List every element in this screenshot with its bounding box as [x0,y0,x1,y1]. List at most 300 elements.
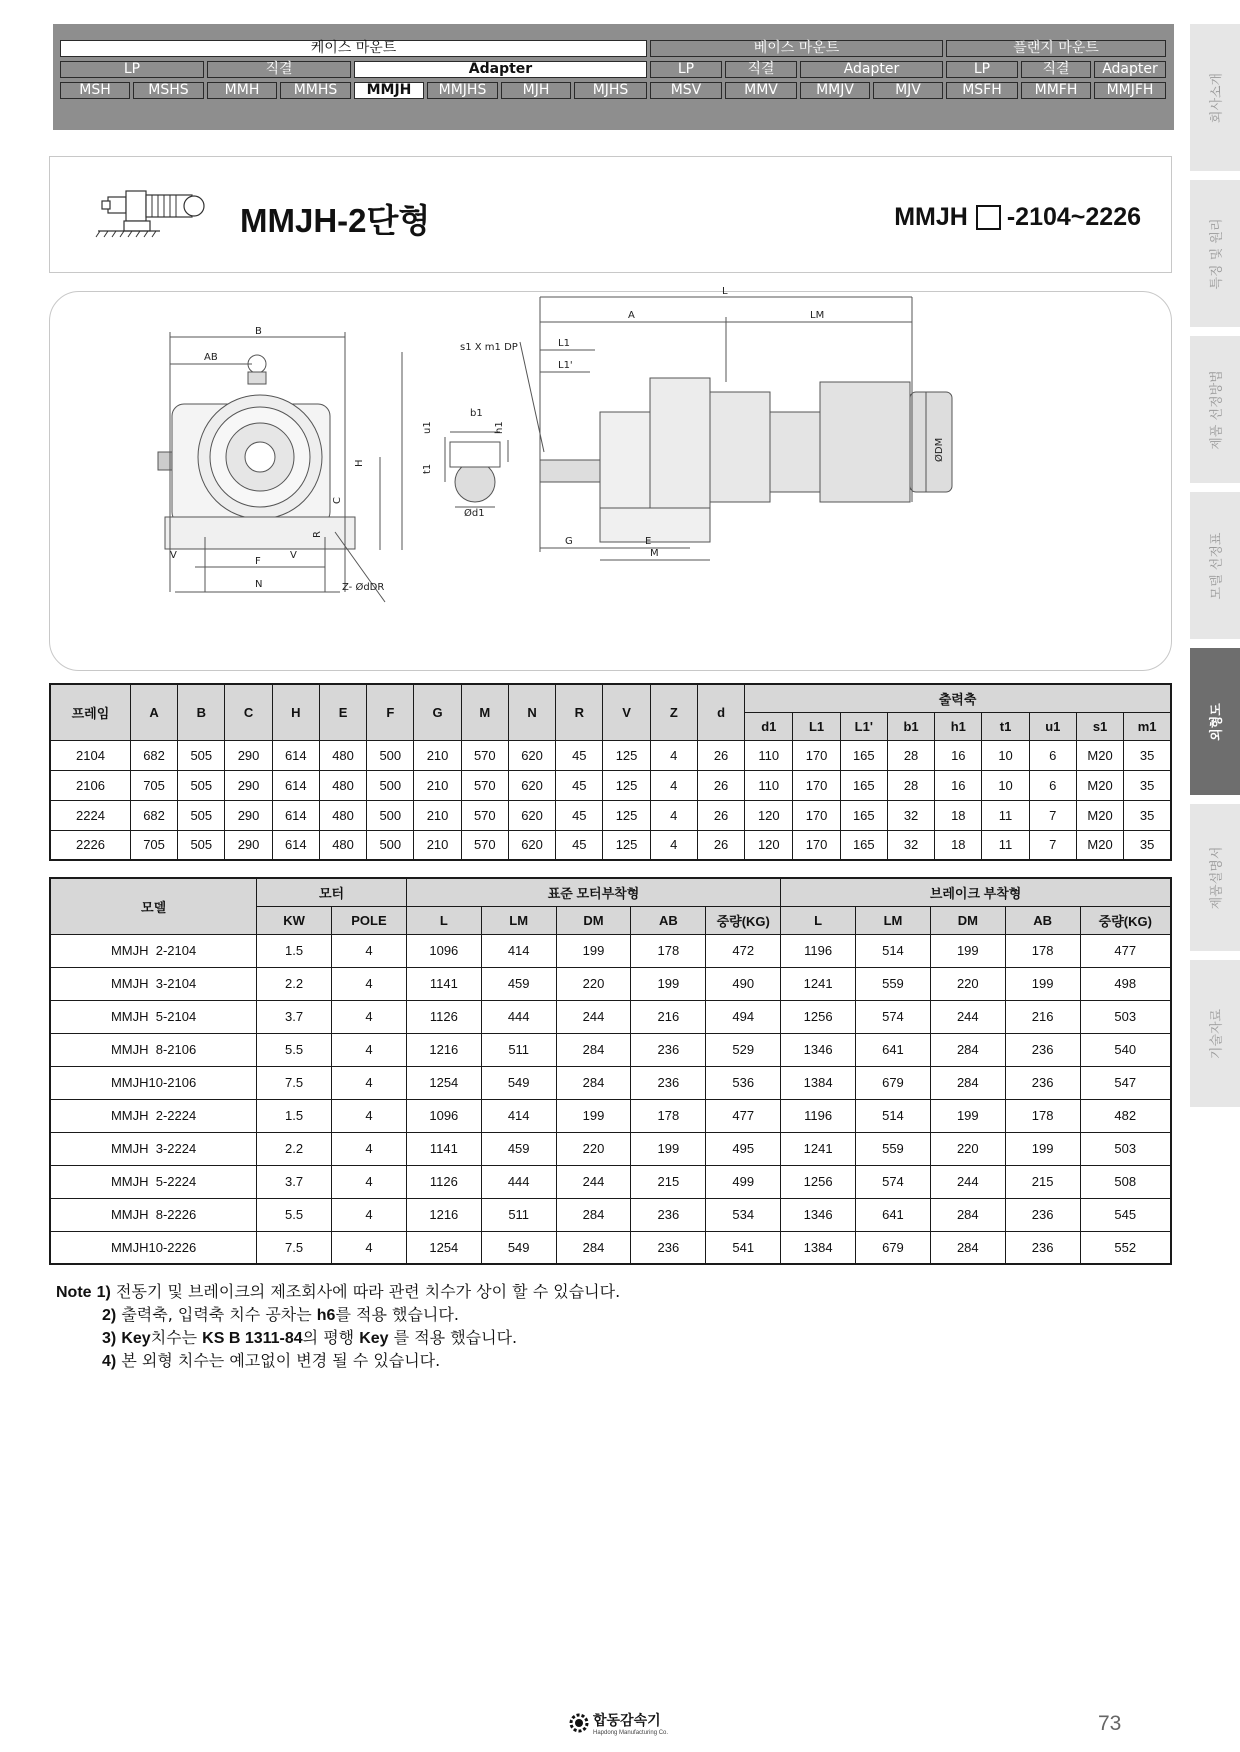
table-cell: 165 [840,800,887,830]
dim-label-a: A [628,310,635,321]
table-cell: 459 [481,1132,556,1165]
table-cell: 216 [1005,1000,1080,1033]
table-cell: 6 [1029,770,1076,800]
note-1: Note 1) 전동기 및 브레이크의 제조회사에 따라 관련 치수가 상이 할 수 있습니다. [56,1282,621,1301]
table-cell: 10 [982,740,1029,770]
table-cell: 549 [481,1231,556,1264]
table-cell: 220 [556,1132,631,1165]
table-cell: 4 [332,934,407,967]
table-cell: 1096 [406,934,481,967]
nav-model-mmv[interactable]: MMV [725,82,797,99]
header-model: 모델 [50,878,257,934]
table-cell: 1.5 [257,1099,332,1132]
table-cell: 1256 [781,1165,856,1198]
table-cell: 178 [1005,934,1080,967]
table-cell: 559 [856,967,931,1000]
table-cell: 26 [697,770,744,800]
table-cell: 35 [1124,770,1171,800]
table-cell: 199 [631,1132,706,1165]
table-cell: 7.5 [257,1231,332,1264]
dim-label-g: G [565,536,573,547]
table-cell: 549 [481,1066,556,1099]
nav-group-base-mount[interactable]: 베이스 마운트 [650,40,943,57]
nav-case-adapter[interactable]: Adapter [354,61,647,78]
dim-label-h: H [354,459,365,467]
table-cell: 165 [840,830,887,860]
table-cell: 7.5 [257,1066,332,1099]
header-h1: h1 [935,712,982,740]
side-tab-manual[interactable]: 제품설명서 [1190,804,1240,954]
table-cell: 1254 [406,1066,481,1099]
nav-model-mmhs[interactable]: MMHS [280,82,351,99]
dim-label-d1: Ød1 [464,508,485,519]
nav-case-direct[interactable]: 직결 [207,61,351,78]
nav-model-mmjv[interactable]: MMJV [800,82,870,99]
table-cell: 110 [745,740,793,770]
table-cell: MMJH 8-2226 [50,1198,257,1231]
table-cell: 620 [508,740,555,770]
motor-row [50,1231,1171,1264]
table-cell: 1141 [406,1132,481,1165]
table-cell: 215 [1005,1165,1080,1198]
table-cell: 7 [1029,830,1076,860]
table-cell: 536 [706,1066,781,1099]
motor-table-body [50,934,1171,1264]
table-cell: 236 [631,1066,706,1099]
table-cell: 2.2 [257,1132,332,1165]
company-logo: 합동감속기 Hapdong Manufacturing Co. [568,1710,668,1736]
table-cell: 32 [887,800,934,830]
table-cell: 1216 [406,1198,481,1231]
header-z: Z [650,684,697,740]
header-m: M [461,684,508,740]
dim-label-s1: s1 X m1 DP [460,342,518,353]
table-cell: 284 [930,1198,1005,1231]
table-cell: 11 [982,800,1029,830]
table-cell: 494 [706,1000,781,1033]
table-cell: 5.5 [257,1198,332,1231]
table-cell: 1216 [406,1033,481,1066]
table-cell: 210 [414,800,461,830]
table-cell: 120 [745,800,793,830]
header-brake-l: L [781,906,856,934]
table-cell: 290 [225,830,272,860]
table-cell: 414 [481,934,556,967]
dim-label-c: C [332,497,343,504]
dim-label-lm: LM [810,310,825,321]
table-cell: 1241 [781,1132,856,1165]
table-cell: 1384 [781,1231,856,1264]
table-cell: 26 [697,800,744,830]
table-cell: 4 [650,800,697,830]
table-cell: 220 [930,967,1005,1000]
header-s1: s1 [1076,712,1123,740]
code-placeholder-box [976,205,1001,230]
motor-row [50,967,1171,1000]
table-cell: 45 [556,740,603,770]
dimension-table [49,683,1172,861]
table-cell: 16 [935,770,982,800]
model-selector-bar [53,24,1174,130]
table-cell: 178 [631,1099,706,1132]
table-cell: 236 [631,1231,706,1264]
table-cell: 1384 [781,1066,856,1099]
table-cell: 165 [840,740,887,770]
table-cell: 244 [930,1000,1005,1033]
nav-model-msh[interactable]: MSH [60,82,130,99]
table-cell: 4 [332,1066,407,1099]
header-std-l: L [406,906,481,934]
header-brake-dm: DM [930,906,1005,934]
table-cell: 505 [178,800,225,830]
nav-model-msv[interactable]: MSV [650,82,722,99]
table-cell: 4 [332,1132,407,1165]
table-cell: MMJH 3-2224 [50,1132,257,1165]
table-cell: 500 [367,770,414,800]
table-cell: 2224 [50,800,130,830]
motor-row [50,1033,1171,1066]
header-n: N [508,684,555,740]
table-cell: 216 [631,1000,706,1033]
header-frame: 프레임 [50,684,130,740]
header-standard-motor: 표준 모터부착형 [406,878,780,906]
header-c: C [225,684,272,740]
table-cell: 110 [745,770,793,800]
table-cell: 1241 [781,967,856,1000]
dim-label-t1: t1 [422,463,433,474]
table-cell: 26 [697,740,744,770]
table-cell: 1096 [406,1099,481,1132]
table-cell: 284 [930,1231,1005,1264]
header-output-shaft: 출력축 [745,684,1171,712]
table-cell: 199 [1005,1132,1080,1165]
table-cell: 1126 [406,1165,481,1198]
header-a: A [130,684,177,740]
nav-base-direct[interactable]: 직결 [725,61,797,78]
dim-label-n: N [255,579,263,590]
table-cell: 477 [1080,934,1171,967]
header-b: B [178,684,225,740]
notes [56,1281,620,1373]
side-tab-outline-drawing[interactable]: 외형도 [1190,648,1240,798]
header-r: R [556,684,603,740]
note-4: 4) 본 외형 치수는 예고없이 변경 될 수 있습니다. [102,1351,441,1370]
nav-flange-lp[interactable]: LP [946,61,1018,78]
table-cell: 614 [272,740,319,770]
nav-group-flange-mount[interactable]: 플랜지 마운트 [946,40,1166,57]
table-cell: MMJH10-2226 [50,1231,257,1264]
table-cell: 641 [856,1198,931,1231]
header-d1: d1 [745,712,793,740]
header-l1: L1 [793,712,840,740]
table-cell: 480 [319,740,366,770]
table-cell: 1256 [781,1000,856,1033]
table-cell: 4 [332,1033,407,1066]
table-cell: 508 [1080,1165,1171,1198]
table-cell: 236 [631,1033,706,1066]
table-cell: 1141 [406,967,481,1000]
gear-logo-icon [568,1712,590,1734]
table-cell: 1126 [406,1000,481,1033]
table-cell: 552 [1080,1231,1171,1264]
table-cell: 28 [887,770,934,800]
table-cell: MMJH 8-2106 [50,1033,257,1066]
side-tab-selection-method[interactable]: 제품 선정방법 [1190,336,1240,486]
nav-model-msfh[interactable]: MSFH [946,82,1018,99]
table-cell: 444 [481,1165,556,1198]
table-cell: 236 [1005,1198,1080,1231]
dim-label-l1: L1 [558,338,570,349]
table-cell: 178 [1005,1099,1080,1132]
table-cell: 6 [1029,740,1076,770]
nav-model-mmfh[interactable]: MMFH [1021,82,1091,99]
header-e: E [319,684,366,740]
title-box [49,156,1172,273]
header-motor: 모터 [257,878,407,906]
dim-label-l1-prime: L1' [558,360,573,371]
nav-flange-adapter[interactable]: Adapter [1094,61,1166,78]
table-cell: 620 [508,830,555,860]
table-cell: 545 [1080,1198,1171,1231]
table-cell: 505 [178,740,225,770]
table-cell: 125 [603,830,650,860]
table-cell: 1346 [781,1198,856,1231]
header-std-lm: LM [481,906,556,934]
table-cell: 18 [935,830,982,860]
header-brake-motor: 브레이크 부착형 [781,878,1171,906]
table-cell: MMJH 2-2224 [50,1099,257,1132]
motor-row [50,1000,1171,1033]
table-cell: 170 [793,740,840,770]
table-cell: 220 [556,967,631,1000]
table-cell: 2106 [50,770,130,800]
table-cell: 547 [1080,1066,1171,1099]
table-cell: 1196 [781,1099,856,1132]
nav-model-mmh[interactable]: MMH [207,82,277,99]
table-cell: 284 [556,1198,631,1231]
table-cell: 3.7 [257,1000,332,1033]
note-3: 3) Key치수는 KS B 1311-84의 평행 Key 를 적용 했습니다. [102,1328,518,1347]
header-std-weight: 중량(KG) [706,906,781,934]
table-cell: 290 [225,740,272,770]
table-cell: 244 [556,1000,631,1033]
table-cell: 1196 [781,934,856,967]
table-cell: 45 [556,800,603,830]
header-g: G [414,684,461,740]
table-cell: 11 [982,830,1029,860]
note-2: 2) 출력축, 입력축 치수 공차는 h6를 적용 했습니다. [102,1305,459,1324]
side-tab-technical-data[interactable]: 기술자료 [1190,960,1240,1110]
nav-model-mmjhs[interactable]: MMJHS [427,82,498,99]
table-cell: 444 [481,1000,556,1033]
header-brake-ab: AB [1005,906,1080,934]
table-cell: 480 [319,800,366,830]
model-code: MMJH -2104~2226 [894,203,1141,231]
table-cell: 500 [367,740,414,770]
table-cell: 35 [1124,740,1171,770]
table-cell: 682 [130,740,177,770]
table-cell: 170 [793,800,840,830]
motor-row [50,1066,1171,1099]
dim-label-u1: u1 [422,421,433,434]
header-std-dm: DM [556,906,631,934]
table-cell: 170 [793,830,840,860]
table-cell: MMJH 2-2104 [50,934,257,967]
table-cell: 1254 [406,1231,481,1264]
table-cell: M20 [1076,770,1123,800]
table-cell: 284 [556,1033,631,1066]
table-cell: 574 [856,1165,931,1198]
table-cell: 511 [481,1033,556,1066]
table-cell: 4 [650,770,697,800]
table-cell: 10 [982,770,1029,800]
table-cell: 178 [631,934,706,967]
nav-base-adapter[interactable]: Adapter [800,61,943,78]
table-cell: 574 [856,1000,931,1033]
nav-model-mjh[interactable]: MJH [501,82,571,99]
outline-drawing [49,286,1172,671]
nav-flange-direct[interactable]: 직결 [1021,61,1091,78]
table-cell: 514 [856,934,931,967]
table-cell: 125 [603,740,650,770]
table-cell: 3.7 [257,1165,332,1198]
dim-label-ab: AB [204,352,218,363]
table-cell: 32 [887,830,934,860]
header-std-ab: AB [631,906,706,934]
motor-row [50,934,1171,967]
table-cell: 165 [840,770,887,800]
table-cell: 641 [856,1033,931,1066]
table-cell: 4 [650,830,697,860]
table-cell: 500 [367,800,414,830]
nav-model-mjhs[interactable]: MJHS [574,82,647,99]
table-cell: 284 [930,1033,1005,1066]
table-cell: 541 [706,1231,781,1264]
table-cell: MMJH 3-2104 [50,967,257,1000]
table-cell: 4 [332,967,407,1000]
table-cell: 499 [706,1165,781,1198]
table-cell: 28 [887,740,934,770]
table-cell: 682 [130,800,177,830]
dimension-table-body [50,740,1171,860]
table-cell: M20 [1076,830,1123,860]
table-cell: 4 [332,1231,407,1264]
table-cell: 199 [631,967,706,1000]
page-title: MMJH-2단형 [240,202,431,239]
side-tab-model-table[interactable]: 모델 선정표 [1190,492,1240,642]
nav-model-mshs[interactable]: MSHS [133,82,204,99]
side-tab-features[interactable]: 특징 및 원리 [1190,180,1240,330]
table-cell: 284 [930,1066,1005,1099]
nav-model-mmjfh[interactable]: MMJFH [1094,82,1166,99]
dimension-row [50,770,1171,800]
table-cell: 620 [508,800,555,830]
table-cell: 2104 [50,740,130,770]
table-cell: 236 [631,1198,706,1231]
table-cell: 236 [1005,1231,1080,1264]
table-cell: 570 [461,800,508,830]
header-m1: m1 [1124,712,1171,740]
table-cell: 45 [556,830,603,860]
table-cell: 199 [930,1099,1005,1132]
table-cell: 2.2 [257,967,332,1000]
dimension-row [50,800,1171,830]
table-cell: 4 [332,1099,407,1132]
nav-group-case-mount[interactable]: 케이스 마운트 [60,40,647,57]
table-cell: 236 [1005,1033,1080,1066]
table-cell: 199 [1005,967,1080,1000]
table-cell: 1346 [781,1033,856,1066]
table-cell: 614 [272,800,319,830]
table-cell: 4 [332,1165,407,1198]
table-cell: 480 [319,830,366,860]
nav-model-mjv[interactable]: MJV [873,82,943,99]
header-b1: b1 [887,712,934,740]
table-cell: 495 [706,1132,781,1165]
dimension-row [50,830,1171,860]
table-cell: 614 [272,830,319,860]
table-cell: MMJH10-2106 [50,1066,257,1099]
table-cell: 503 [1080,1000,1171,1033]
table-cell: 199 [556,1099,631,1132]
table-cell: 505 [178,830,225,860]
table-cell: 120 [745,830,793,860]
nav-base-lp[interactable]: LP [650,61,722,78]
header-kw: KW [257,906,332,934]
dim-label-b: B [255,326,262,337]
dim-label-b1: b1 [470,408,483,419]
table-cell: 210 [414,740,461,770]
dim-label-f: F [255,556,261,567]
header-f: F [367,684,414,740]
table-cell: 570 [461,740,508,770]
table-cell: 505 [178,770,225,800]
table-cell: 244 [930,1165,1005,1198]
motor-row [50,1099,1171,1132]
dim-label-m: M [650,548,659,559]
header-pole: POLE [332,906,407,934]
dimension-row [50,740,1171,770]
table-cell: 705 [130,770,177,800]
table-cell: 679 [856,1231,931,1264]
header-u1: u1 [1029,712,1076,740]
table-cell: 199 [930,934,1005,967]
dimension-drawing [50,286,1173,672]
nav-case-lp[interactable]: LP [60,61,204,78]
nav-model-mmjh[interactable]: MMJH [354,82,424,99]
table-cell: MMJH 5-2224 [50,1165,257,1198]
table-cell: 620 [508,770,555,800]
motor-table [49,877,1172,1265]
table-cell: M20 [1076,740,1123,770]
dim-label-v-left: V [170,550,177,561]
header-brake-lm: LM [856,906,931,934]
table-cell: 459 [481,967,556,1000]
table-cell: 514 [856,1099,931,1132]
table-cell: 511 [481,1198,556,1231]
table-cell: 170 [793,770,840,800]
table-cell: 210 [414,770,461,800]
motor-row [50,1165,1171,1198]
header-h: H [272,684,319,740]
side-tab-company[interactable]: 회사소개 [1190,24,1240,174]
dim-label-r: R [312,531,323,538]
table-cell: 236 [1005,1066,1080,1099]
table-cell: 16 [935,740,982,770]
table-cell: 4 [332,1198,407,1231]
table-cell: 540 [1080,1033,1171,1066]
table-cell: 290 [225,800,272,830]
